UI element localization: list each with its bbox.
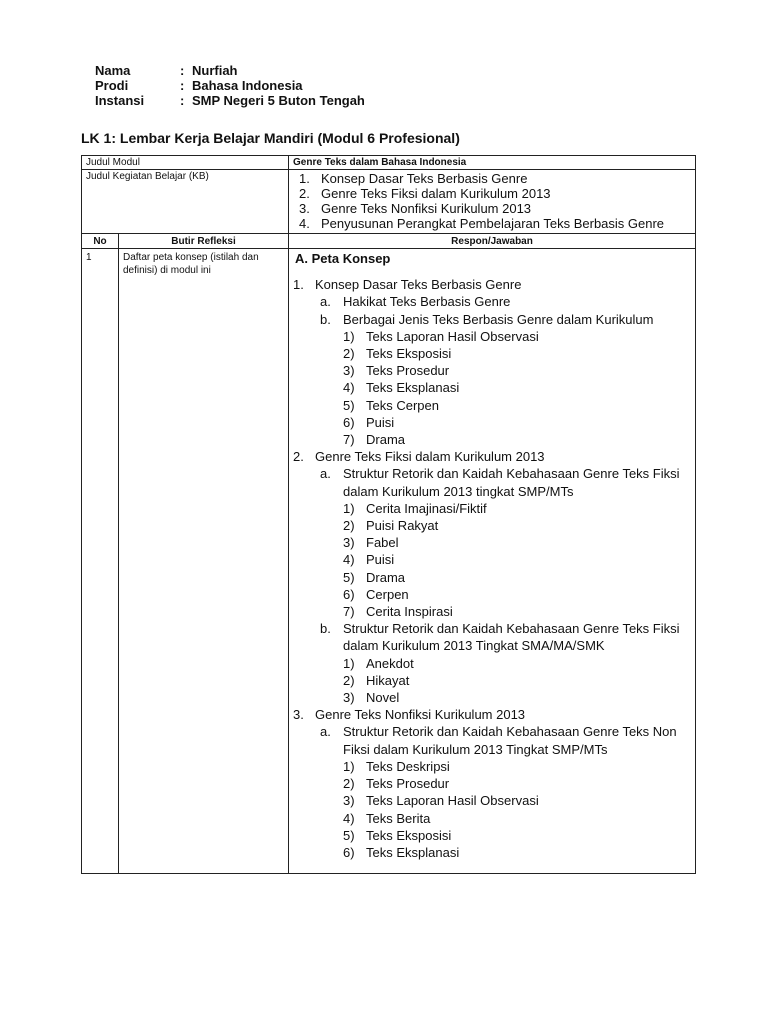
outline-number: 2. <box>293 449 304 465</box>
outline-subsection-title: Hakikat Teks Berbasis Genre <box>343 294 511 310</box>
outline-letter: b. <box>320 311 331 327</box>
concept-outline <box>293 276 689 861</box>
kb-item <box>299 201 691 216</box>
butir-refleksi: Daftar peta konsep (istilah dan definisi) di modul ini <box>119 249 289 874</box>
outline-item-label: Teks Eksplanasi <box>366 380 460 396</box>
column-header-row <box>82 234 696 249</box>
outline-item-label: Teks Laporan Hasil Observasi <box>366 328 539 344</box>
outline-subsection-title: Struktur Retorik dan Kaidah Kebahasaan Genre Teks Fiksi dalam Kurikulum 2013 Tingkat SMA/MA/SMK <box>343 621 680 654</box>
outline-item-number: 6) <box>343 414 355 430</box>
outline-item-label: Puisi <box>366 552 395 568</box>
identity-row <box>95 78 365 93</box>
outline-item-label: Fabel <box>366 535 399 551</box>
outline-subsection <box>293 311 689 328</box>
outline-item-label: Teks Berita <box>366 810 431 826</box>
outline-subsection-title: Struktur Retorik dan Kaidah Kebahasaan Genre Teks Non Fiksi dalam Kurikulum 2013 Tingkat SMP/MTs <box>343 724 677 757</box>
outline-item-label: Cerita Imajinasi/Fiktif <box>366 500 487 516</box>
modul-label: Judul Modul <box>82 156 289 170</box>
outline-section-title: Konsep Dasar Teks Berbasis Genre <box>315 277 522 293</box>
outline-item <box>293 844 689 861</box>
worksheet-title: LK 1: Lembar Kerja Belajar Mandiri (Modul 6 Profesional) <box>81 130 460 146</box>
table-row <box>82 249 696 874</box>
identity-header <box>95 63 365 108</box>
kb-row <box>82 170 696 234</box>
outline-item-number: 6) <box>343 586 355 602</box>
instansi-value: SMP Negeri 5 Buton Tengah <box>192 93 365 108</box>
outline-subsection <box>293 293 689 310</box>
outline-section-title: Genre Teks Nonfiksi Kurikulum 2013 <box>315 707 526 723</box>
outline-section <box>293 448 689 465</box>
outline-item <box>293 672 689 689</box>
kb-list <box>293 170 691 233</box>
outline-number: 1. <box>293 277 304 293</box>
separator: : <box>180 63 185 78</box>
prodi-label: Prodi <box>95 78 129 93</box>
outline-item-number: 3) <box>343 690 355 706</box>
kb-item-number: 3. <box>299 201 310 216</box>
outline-item-label: Teks Prosedur <box>366 363 450 379</box>
outline-item-number: 5) <box>343 827 355 843</box>
modul-row <box>82 156 696 170</box>
outline-item <box>293 328 689 345</box>
outline-item <box>293 362 689 379</box>
kb-cell <box>289 170 696 234</box>
col-no-header: No <box>82 234 119 249</box>
outline-item-number: 2) <box>343 672 355 688</box>
outline-item <box>293 431 689 448</box>
outline-item-number: 4) <box>343 810 355 826</box>
col-butir-header: Butir Refleksi <box>119 234 289 249</box>
concept-map <box>293 250 691 873</box>
outline-item-label: Drama <box>366 432 406 448</box>
modul-value: Genre Teks dalam Bahasa Indonesia <box>289 156 696 170</box>
outline-item-number: 4) <box>343 380 355 396</box>
outline-item-number: 7) <box>343 432 355 448</box>
outline-section <box>293 706 689 723</box>
outline-item-label: Drama <box>366 569 406 585</box>
section-title: A. Peta Konsep <box>295 251 391 266</box>
outline-item <box>293 689 689 706</box>
outline-section <box>293 276 689 293</box>
col-respon-header: Respon/Jawaban <box>289 234 696 249</box>
outline-item-label: Teks Laporan Hasil Observasi <box>366 793 539 809</box>
outline-item-number: 2) <box>343 346 355 362</box>
identity-row <box>95 93 365 108</box>
worksheet-table <box>81 155 696 874</box>
outline-item <box>293 792 689 809</box>
kb-item-number: 4. <box>299 216 310 231</box>
outline-item-label: Anekdot <box>366 655 414 671</box>
outline-item-number: 5) <box>343 569 355 585</box>
outline-item-label: Cerita Inspirasi <box>366 604 453 620</box>
kb-item <box>299 171 691 186</box>
outline-item <box>293 603 689 620</box>
outline-item-number: 6) <box>343 844 355 860</box>
outline-subsection <box>293 620 689 654</box>
outline-item-number: 3) <box>343 535 355 551</box>
response-cell <box>289 249 696 874</box>
outline-item-number: 5) <box>343 397 355 413</box>
row-number: 1 <box>82 249 119 874</box>
outline-item-number: 4) <box>343 552 355 568</box>
outline-item <box>293 810 689 827</box>
outline-subsection-title: Struktur Retorik dan Kaidah Kebahasaan Genre Teks Fiksi dalam Kurikulum 2013 tingkat SMP/MTs <box>343 466 680 499</box>
outline-item-number: 3) <box>343 363 355 379</box>
separator: : <box>180 93 185 108</box>
outline-item <box>293 775 689 792</box>
outline-item <box>293 414 689 431</box>
outline-item-label: Novel <box>366 690 400 706</box>
name-value: Nurfiah <box>192 63 238 78</box>
outline-item-label: Teks Deskripsi <box>366 758 450 774</box>
outline-item-label: Teks Cerpen <box>366 397 439 413</box>
outline-item <box>293 517 689 534</box>
kb-item-label: Penyusunan Perangkat Pembelajaran Teks Berbasis Genre <box>321 216 665 231</box>
outline-item-number: 1) <box>343 655 355 671</box>
outline-item-label: Puisi <box>366 414 395 430</box>
outline-item-number: 7) <box>343 604 355 620</box>
outline-item <box>293 397 689 414</box>
prodi-value: Bahasa Indonesia <box>192 78 303 93</box>
outline-subsection <box>293 465 689 499</box>
outline-item-number: 1) <box>343 500 355 516</box>
kb-item-label: Genre Teks Fiksi dalam Kurikulum 2013 <box>321 186 551 201</box>
outline-item-label: Cerpen <box>366 586 409 602</box>
outline-item-number: 3) <box>343 793 355 809</box>
kb-label: Judul Kegiatan Belajar (KB) <box>82 170 289 234</box>
outline-item-label: Teks Eksposisi <box>366 827 452 843</box>
outline-item-label: Hikayat <box>366 672 410 688</box>
outline-item <box>293 379 689 396</box>
outline-section-title: Genre Teks Fiksi dalam Kurikulum 2013 <box>315 449 545 465</box>
outline-item <box>293 345 689 362</box>
outline-letter: a. <box>320 724 331 740</box>
outline-letter: a. <box>320 466 331 482</box>
identity-row <box>95 63 365 78</box>
name-label: Nama <box>95 63 131 78</box>
instansi-label: Instansi <box>95 93 145 108</box>
outline-item-label: Puisi Rakyat <box>366 518 439 534</box>
outline-item-label: Teks Eksposisi <box>366 346 452 362</box>
outline-item <box>293 586 689 603</box>
outline-subsection <box>293 723 689 757</box>
outline-item-number: 1) <box>343 758 355 774</box>
outline-item <box>293 500 689 517</box>
outline-letter: b. <box>320 621 331 637</box>
separator: : <box>180 78 185 93</box>
outline-item-label: Teks Eksplanasi <box>366 844 460 860</box>
outline-item-number: 2) <box>343 518 355 534</box>
outline-number: 3. <box>293 707 304 723</box>
outline-subsection-title: Berbagai Jenis Teks Berbasis Genre dalam Kurikulum <box>343 311 654 327</box>
outline-item <box>293 655 689 672</box>
outline-item <box>293 569 689 586</box>
kb-item <box>299 186 691 201</box>
outline-item <box>293 827 689 844</box>
kb-item <box>299 216 691 231</box>
outline-item-number: 1) <box>343 328 355 344</box>
outline-item <box>293 758 689 775</box>
outline-item-label: Teks Prosedur <box>366 776 450 792</box>
outline-item <box>293 551 689 568</box>
outline-letter: a. <box>320 294 331 310</box>
kb-item-label: Genre Teks Nonfiksi Kurikulum 2013 <box>321 201 532 216</box>
kb-item-number: 2. <box>299 186 310 201</box>
kb-item-label: Konsep Dasar Teks Berbasis Genre <box>321 171 528 186</box>
kb-item-number: 1. <box>299 171 310 186</box>
outline-item-number: 2) <box>343 776 355 792</box>
outline-item <box>293 534 689 551</box>
